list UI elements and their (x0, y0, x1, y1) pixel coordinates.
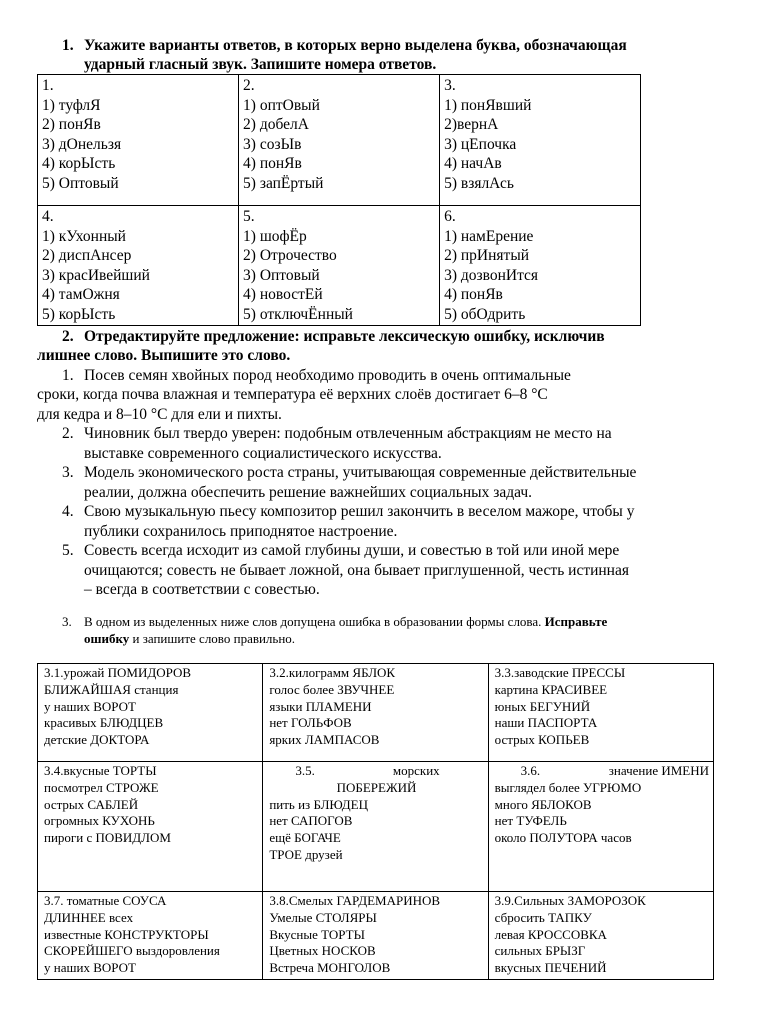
task2-heading-line1: Отредактируйте предложение: исправьте лексическую ошибку, исключив (84, 328, 605, 345)
option: 4) тамОжня (42, 286, 120, 304)
option: 2) прИнятый (444, 247, 530, 265)
option: 5) корЫсть (42, 305, 116, 323)
option: 5) запЁртый (243, 174, 324, 192)
word-line-part: 3.5. (295, 763, 315, 778)
sentence-1-line: для кедра и 8–10 °С для ели и пихты. (37, 406, 282, 423)
sentence-3-line: Модель экономического роста страны, учитывающая современные действительные (84, 464, 637, 481)
sentence-1-number: 1. (62, 367, 74, 384)
sentence-5-number: 5. (62, 542, 74, 559)
option: 3) Оптовый (243, 266, 320, 284)
stress-cell-4 (38, 206, 239, 326)
cell-label: 6. (444, 208, 456, 225)
word-line: нет ТУФЕЛЬ (494, 813, 567, 829)
word-line: красивых БЛЮДЦЕВ (44, 715, 164, 731)
option: 1) оптОвый (243, 96, 320, 114)
word-line: 3.2.килограмм ЯБЛОК (269, 665, 396, 680)
cell-label: 5. (243, 208, 255, 225)
word-line: Цветных НОСКОВ (269, 943, 376, 959)
task3-text: В одном из выделенных ниже слов допущена ошибка в образовании формы слова. (84, 614, 542, 629)
option: 2)вернА (444, 116, 499, 134)
option: 1) кУхонный (42, 227, 126, 245)
word-form-cell-3-6 (488, 762, 713, 892)
word-form-cell-3-3 (488, 664, 713, 762)
cell-label: 1. (42, 77, 54, 94)
word-line-justified (495, 763, 709, 780)
option: 2) понЯв (42, 116, 101, 134)
task3-text: и запишите слово правильно. (132, 631, 296, 646)
task1-heading-line2: ударный гласный звук. Запишите номера ответов. (84, 56, 437, 73)
word-line: около ПОЛУТОРА часов (494, 830, 632, 846)
stress-cell-1 (38, 75, 239, 206)
option: 5) отключЁнный (243, 305, 353, 323)
word-line: 3.1.урожай ПОМИДОРОВ (44, 665, 192, 680)
task2-number: 2. (62, 328, 74, 345)
word-line-part: значение ИМЕНИ (608, 763, 709, 778)
word-line: Встреча МОНГОЛОВ (269, 960, 391, 976)
option: 2) добелА (243, 116, 309, 134)
option: 4) понЯв (444, 286, 503, 304)
word-line: ДЛИННЕЕ всех (44, 909, 134, 925)
task1-number: 1. (62, 37, 74, 54)
sentence-2-number: 2. (62, 425, 74, 442)
word-line: нет ГОЛЬФОВ (269, 715, 352, 731)
sentence-4-line: публики сохранилось приподнятое настроение. (84, 523, 398, 540)
word-form-cell-3-5 (263, 762, 488, 892)
word-line: много ЯБЛОКОВ (494, 796, 592, 812)
sentence-4-number: 4. (62, 503, 74, 520)
stress-cell-5 (239, 206, 440, 326)
task3-number: 3. (62, 614, 72, 629)
option: 1) намЕрение (444, 227, 534, 245)
option: 2) диспАнсер (42, 247, 132, 265)
word-line: выглядел более УГРЮМО (494, 779, 642, 795)
word-line: известные КОНСТРУКТОРЫ (44, 926, 209, 942)
word-form-cell-3-7 (38, 892, 263, 980)
word-line: юных БЕГУНИЙ (494, 698, 591, 714)
option: 3) дОнельзя (42, 135, 122, 153)
stress-options-table (37, 74, 641, 326)
option: 5) обОдрить (444, 305, 526, 323)
option: 3) созЫв (243, 135, 302, 153)
option: 4) начАв (444, 155, 502, 173)
word-form-cell-3-2 (263, 664, 488, 762)
cell-label: 2. (243, 77, 255, 94)
word-line: 3.7. томатные СОУСА (44, 893, 167, 908)
option: 1) туфлЯ (42, 96, 101, 114)
sentence-2-line: Чиновник был твердо уверен: подобным отвлеченным абстракциям не место на (84, 425, 612, 442)
sentence-1-line: Посев семян хвойных пород необходимо проводить в очень оптимальные (84, 367, 571, 384)
word-line-justified (269, 763, 483, 780)
word-line: ПОБЕРЕЖИЙ (336, 779, 417, 795)
option: 4) понЯв (243, 155, 302, 173)
cell-label: 3. (444, 77, 456, 94)
sentence-5-line: – всегда в соответствии с совестью. (84, 581, 320, 598)
word-line: картина КРАСИВЕЕ (494, 681, 608, 697)
word-line: сильных БРЫЗГ (494, 943, 586, 959)
stress-cell-3 (440, 75, 641, 206)
word-line: ещё БОГАЧЕ (269, 830, 341, 846)
option: 5) Оптовый (42, 174, 119, 192)
cell-label: 4. (42, 208, 54, 225)
task3-heading-line2 (84, 630, 295, 647)
word-line: у наших ВОРОТ (44, 698, 136, 714)
word-line: наши ПАСПОРТА (494, 715, 598, 731)
word-form-cell-3-9 (488, 892, 713, 980)
option: 3) дозвонИтся (444, 266, 539, 284)
option: 1) шофЁр (243, 227, 307, 245)
word-line: острых САБЛЕЙ (44, 796, 139, 812)
word-line: Вкусные ТОРТЫ (269, 926, 365, 942)
stress-cell-6 (440, 206, 641, 326)
option: 5) взялАсь (444, 174, 514, 192)
word-line: Умелые СТОЛЯРЫ (269, 909, 377, 925)
sentence-3-line: реалии, должна обеспечить решение важнейших социальных задач. (84, 484, 533, 501)
word-line: у наших ВОРОТ (44, 960, 136, 976)
word-line-part: 3.6. (520, 763, 541, 778)
word-line: вкусных ПЕЧЕНИЙ (494, 960, 607, 976)
word-line: СКОРЕЙШЕГО выздоровления (44, 943, 220, 959)
sentence-5-line: очищаются; совесть не бывает ложной, она бывает приглушенной, честь истинная (84, 562, 629, 579)
word-line: 3.9.Сильных ЗАМОРОЗОК (494, 893, 646, 908)
option: 1) понЯвший (444, 96, 532, 114)
option: 4) новостЕй (243, 286, 323, 304)
task3-heading-line1 (84, 613, 607, 630)
word-line: 3.3.заводские ПРЕССЫ (494, 665, 626, 680)
option: 2) Отрочество (243, 247, 337, 265)
word-line: ТРОЕ друзей (269, 846, 343, 862)
word-line: БЛИЖАЙШАЯ станция (44, 681, 179, 697)
task3-emphasis: ошибку (84, 631, 130, 646)
word-line: языки ПЛАМЕНИ (269, 698, 372, 714)
word-line: детские ДОКТОРА (44, 732, 150, 748)
word-line: пить из БЛЮДЕЦ (269, 796, 368, 812)
word-form-cell-3-4 (38, 762, 263, 892)
word-line: пироги с ПОВИДЛОМ (44, 830, 171, 846)
word-line: посмотрел СТРОЖЕ (44, 779, 159, 795)
word-line: 3.4.вкусные ТОРТЫ (44, 763, 157, 778)
word-line: левая КРОССОВКА (494, 926, 607, 942)
stress-cell-2 (239, 75, 440, 206)
word-form-cell-3-1 (38, 664, 263, 762)
sentence-4-line: Свою музыкальную пьесу композитор решил закончить в веселом мажоре, чтобы у (84, 503, 635, 520)
sentence-5-line: Совесть всегда исходит из самой глубины души, и совестью в той или иной мере (84, 542, 620, 559)
word-line: голос более ЗВУЧНЕЕ (269, 681, 395, 697)
task1-heading-line1: Укажите варианты ответов, в которых верно выделена буква, обозначающая (84, 37, 627, 54)
word-form-cell-3-8 (263, 892, 488, 980)
sentence-1-line: сроки, когда почва влажная и температура её верхних слоёв достигает 6–8 °С (37, 386, 548, 403)
word-line-part: морских (392, 763, 440, 778)
option: 3) цЕпочка (444, 135, 517, 153)
task2-heading-line2: лишнее слово. Выпишите это слово. (37, 347, 291, 364)
word-line: сбросить ТАПКУ (494, 909, 592, 925)
option: 4) корЫсть (42, 155, 116, 173)
word-line: острых КОПЬЕВ (494, 732, 590, 748)
word-forms-table (37, 663, 714, 980)
word-line: 3.8.Смелых ГАРДЕМАРИНОВ (269, 893, 441, 908)
sentence-3-number: 3. (62, 464, 74, 481)
word-line: огромных КУХОНЬ (44, 813, 155, 829)
task3-emphasis: Исправьте (544, 614, 608, 629)
word-line: нет САПОГОВ (269, 813, 353, 829)
sentence-2-line: выставке современного социалистического искусства. (84, 445, 442, 462)
option: 3) красИвейший (42, 266, 150, 284)
word-line: ярких ЛАМПАСОВ (269, 732, 380, 748)
